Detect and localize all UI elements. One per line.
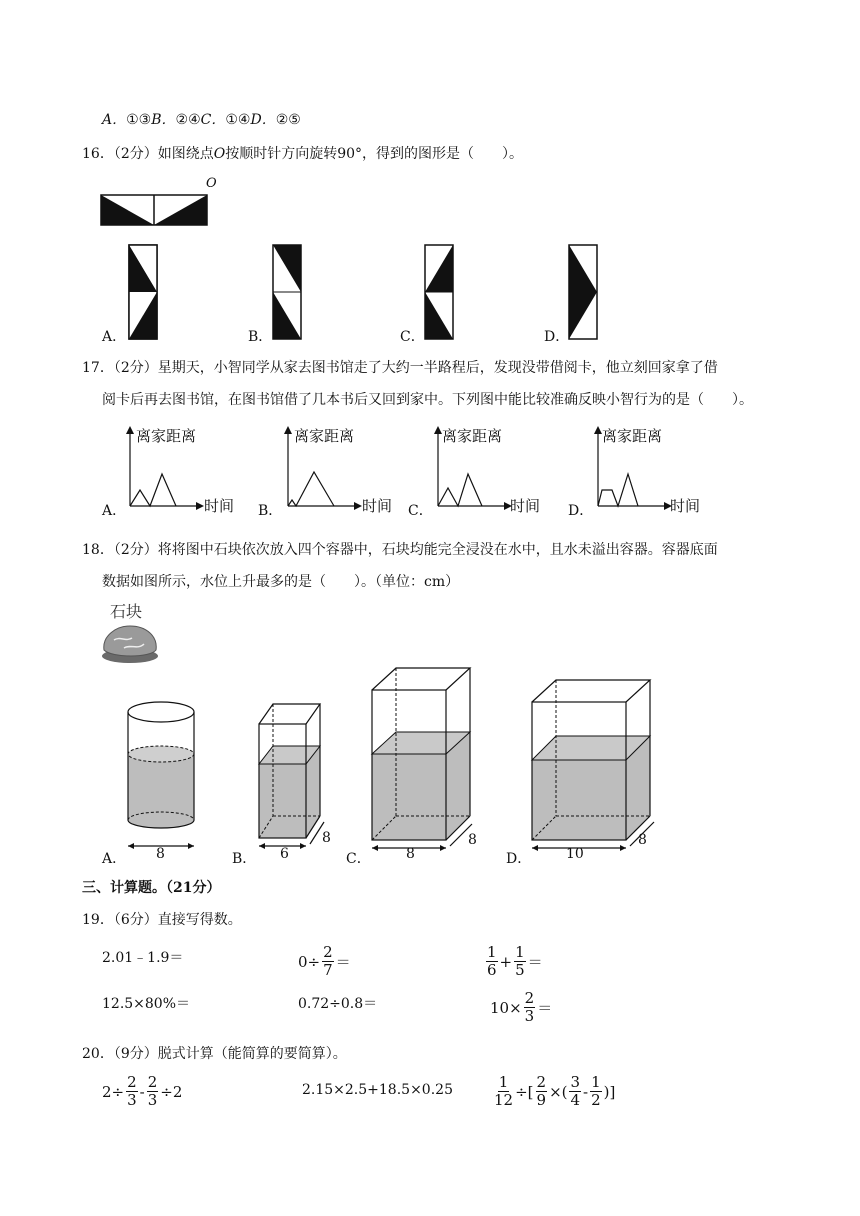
q18-container-a [120, 696, 210, 862]
q18-text-line2: 数据如图所示，水位上升最多的是（ ）。（单位：cm） [102, 574, 460, 590]
q18-line1 [82, 540, 718, 560]
q19-text: （6分）直接写得数。 [113, 912, 242, 928]
q17-graph-c-ylabel: 离家距离 [442, 427, 503, 445]
q18-text-line1: （2分）将将图中石块依次放入四个容器中，石块均能完全浸没在水中，且水未溢出容器。容器底面 [113, 542, 718, 558]
q20-e1-b: ÷2 [160, 1082, 183, 1101]
q20-e3-end: )] [603, 1082, 616, 1101]
q18-container-c [368, 664, 478, 864]
q19-c-op: + [499, 952, 513, 971]
q20-e3-d1: 12 [494, 1091, 514, 1109]
q19-b-num: 2 [323, 943, 333, 961]
q17-number: 17． [82, 360, 114, 376]
q17-graph-c-xlabel: 时间 [510, 497, 541, 515]
q19-f-den: 3 [524, 1007, 535, 1025]
q17-graph-b-xlabel: 时间 [362, 497, 393, 515]
q18-c-depth: 8 [468, 832, 477, 848]
q20-e3-n1: 1 [498, 1073, 509, 1091]
q19-question [82, 910, 242, 930]
q17-graph-d-ylabel: 离家距离 [602, 427, 663, 445]
q20-e3-op3: - [583, 1082, 589, 1101]
stone-label: 石块 [110, 602, 143, 621]
q18-number: 18． [82, 542, 114, 558]
q16-point: O [213, 146, 226, 162]
q18-option-b: B． [232, 851, 257, 867]
q19-f-num: 2 [524, 989, 535, 1007]
q18-d-depth: 8 [638, 832, 647, 848]
q19-b-fraction [322, 944, 334, 979]
q15-option-c-value: ①④ [225, 112, 251, 128]
q19-item-d: 12.5×80%＝ [102, 996, 191, 1012]
q16-point-label: O [206, 176, 217, 191]
q15-option-d-label: D． [250, 112, 276, 128]
q18-option-a: A． [102, 851, 127, 867]
q15-option-b-value: ②④ [175, 112, 201, 128]
q15-option-b-label: B． [151, 112, 176, 128]
q17-graph-b-ylabel: 离家距离 [294, 427, 355, 445]
q16-question [82, 144, 523, 164]
q18-d-width: 10 [566, 846, 584, 862]
q19-item-c [486, 944, 543, 979]
q20-e3-n4: 1 [591, 1073, 601, 1091]
q20-e1-op: - [139, 1082, 145, 1101]
q16-text2: 按顺时针方向旋转90°，得到的图形是（ ）。 [225, 146, 524, 162]
q17-graph-d-xlabel: 时间 [670, 497, 701, 515]
q19-f-pre: 10× [490, 998, 522, 1017]
q20-e3-op2: ×( [549, 1082, 568, 1101]
q20-e3-fraction3 [569, 1074, 581, 1109]
q15-option-c-label: C． [200, 112, 226, 128]
q18-b-width: 6 [280, 846, 289, 862]
q16-original-figure [100, 178, 220, 228]
q20-e1-d1: 3 [127, 1091, 137, 1109]
q16-option-a-figure [128, 244, 160, 340]
q20-e1-fraction2 [147, 1074, 159, 1109]
q19-item-b [298, 944, 351, 979]
q19-c-den1: 6 [487, 961, 497, 979]
q19-item-e: 0.72÷0.8＝ [298, 996, 378, 1012]
q20-e1-a: 2÷ [102, 1082, 125, 1101]
q17-option-d: D． [568, 503, 594, 519]
q20-expression-1 [102, 1074, 182, 1109]
q18-a-width: 8 [156, 846, 165, 862]
q16-option-c-figure [424, 244, 456, 340]
q17-line1 [82, 358, 718, 378]
q20-question [82, 1044, 347, 1064]
q20-e3-op1: ÷[ [515, 1082, 534, 1101]
q18-b-depth: 8 [322, 830, 331, 846]
q19-c-num2: 1 [515, 943, 525, 961]
q17-option-c: C． [408, 503, 433, 519]
q19-item-a: 2.01﹣1.9＝ [102, 950, 184, 966]
q19-c-post: ＝ [527, 953, 543, 971]
q20-e3-d3: 4 [570, 1091, 581, 1109]
q19-b-pre: 0÷ [298, 952, 321, 971]
q15-option-d-value: ②⑤ [275, 112, 301, 128]
q16-option-a: A． [102, 329, 127, 345]
q17-text-line2: 阅卡后再去图书馆，在图书馆借了几本书后又回到家中。下列图中能比较准确反映小智行为的是（ ）。 [102, 392, 753, 408]
q17-graph-a-xlabel: 时间 [204, 497, 235, 515]
q19-item-f [490, 990, 552, 1025]
q15-option-a-label: A． [102, 112, 127, 128]
q20-e3-fraction4 [590, 1074, 602, 1109]
q20-text: （9分）脱式计算（能简算的要简算）。 [113, 1046, 347, 1062]
q20-number: 20． [82, 1046, 114, 1062]
q16-option-d-figure [568, 244, 600, 340]
section3-title: 三、计算题。（21分） [82, 880, 221, 896]
q20-e3-fraction2 [536, 1074, 548, 1109]
q20-e3-d2: 9 [536, 1091, 547, 1109]
q20-expression-2: 2.15×2.5+18.5×0.25 [302, 1082, 453, 1098]
q17-text-line1: （2分）星期天，小智同学从家去图书馆走了大约一半路程后，发现没带借阅卡，他立刻回家拿了借 [113, 360, 718, 376]
q17-option-a: A． [102, 503, 127, 519]
q15-options [102, 110, 301, 130]
q20-e1-n2: 2 [147, 1073, 158, 1091]
q19-b-den: 7 [323, 961, 333, 979]
q20-e3-n2: 2 [536, 1073, 547, 1091]
q15-option-a-value: ①③ [126, 112, 152, 128]
q19-c-fraction2 [514, 944, 526, 979]
q18-option-d: D． [506, 851, 532, 867]
stone-image [100, 622, 160, 664]
q19-c-num1: 1 [487, 943, 497, 961]
q18-c-width: 8 [406, 846, 415, 862]
q16-option-b-figure [272, 244, 304, 340]
q16-number: 16． [82, 146, 114, 162]
q17-graph-a-ylabel: 离家距离 [136, 427, 197, 445]
q20-e1-fraction1 [126, 1074, 138, 1109]
q19-c-den2: 5 [515, 961, 525, 979]
q19-b-post: ＝ [335, 953, 351, 971]
q16-option-b: B． [248, 329, 273, 345]
q19-number: 19． [82, 912, 114, 928]
q20-e1-d2: 3 [147, 1091, 158, 1109]
q20-e3-fraction1 [494, 1074, 513, 1109]
q19-c-fraction1 [486, 944, 498, 979]
q20-e1-n1: 2 [127, 1073, 137, 1091]
q17-option-b: B． [258, 503, 283, 519]
q18-option-c: C． [346, 851, 371, 867]
q20-e3-n3: 3 [570, 1073, 581, 1091]
q16-option-d: D． [544, 329, 570, 345]
q16-option-c: C． [400, 329, 425, 345]
q19-f-fraction [524, 990, 536, 1025]
q19-f-post: ＝ [537, 999, 553, 1017]
q20-expression-3 [494, 1074, 615, 1109]
q16-text: （2分）如图绕点 [113, 146, 214, 162]
q20-e3-d4: 2 [591, 1091, 601, 1109]
